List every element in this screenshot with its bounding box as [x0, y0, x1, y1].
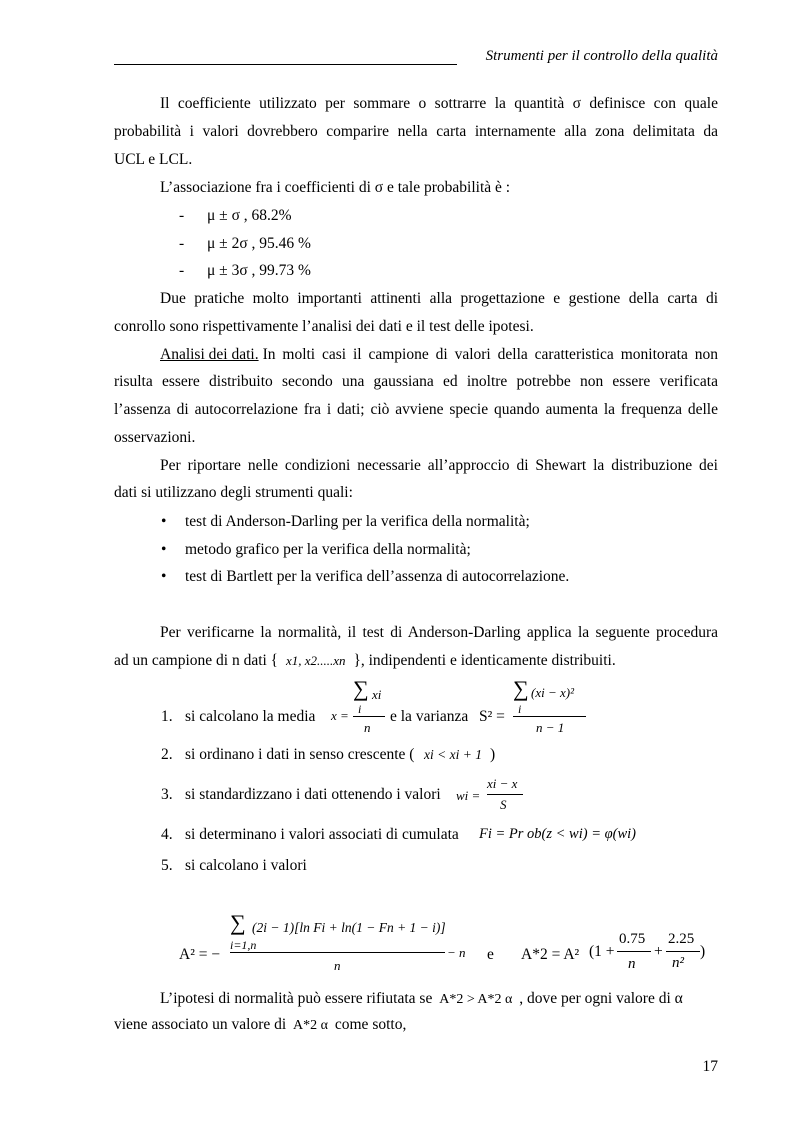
paragraph-text: ad un campione di n dati { [114, 652, 279, 669]
paragraph-line [160, 346, 718, 364]
variance-lhs: S² = [479, 708, 505, 725]
step-number: 2. [161, 746, 173, 763]
paragraph-text: }, indipendenti e identicamente distribuiti. [353, 652, 616, 669]
astar-f2-numerator: 2.25 [668, 931, 695, 947]
step-text: si calcolano la media [185, 708, 316, 725]
paragraph-line: dati si utilizzano degli strumenti quali: [114, 484, 353, 501]
paragraph-line: l’assenza di autocorrelazione fra i dati; ciò avviene specie quando aumenta la frequenza delle [114, 401, 718, 418]
dash-item: μ ± σ , 68.2% [207, 207, 292, 224]
step-text: ) [490, 746, 496, 763]
dash-item: μ ± 2σ , 95.46 % [207, 235, 311, 252]
mean-denominator: n [364, 720, 371, 735]
order-formula: xi < xi + 1 [424, 747, 482, 762]
astar-f2-denominator: n² [672, 955, 684, 971]
header-rule [114, 64, 457, 65]
paragraph-line [160, 990, 683, 1008]
dash-marker: - [179, 235, 185, 252]
sample-formula: x1, x2.....xn [286, 653, 346, 668]
paragraph-text: come sotto, [334, 1016, 407, 1033]
a2-fraction-bar [230, 952, 445, 953]
dash-marker: - [179, 207, 185, 224]
running-header [114, 48, 718, 66]
astar-f1-numerator: 0.75 [619, 931, 646, 947]
a2-numerator: (2i − 1)[ln Fi + ln(1 − Fn + 1 − i)] [252, 920, 446, 935]
step-number: 4. [161, 826, 173, 843]
page-number: 17 [702, 1058, 718, 1075]
astar-f2-bar [666, 951, 700, 952]
paragraph-line: conrollo sono rispettivamente l’analisi dei dati e il test delle ipotesi. [114, 318, 534, 335]
paragraph-line: Per riportare nelle condizioni necessarie all’approccio di Shewart la distribuzione dei [160, 457, 718, 474]
bullet-item: test di Anderson-Darling per la verifica della normalità; [185, 513, 530, 530]
astar-lhs: A*2 = A² [521, 946, 580, 963]
conjunction: e [487, 946, 494, 963]
bullet-item: metodo grafico per la verifica della normalità; [185, 541, 471, 558]
w-denominator: S [500, 797, 507, 812]
dash-marker: - [179, 262, 185, 279]
paragraph-line: osservazioni. [114, 429, 196, 446]
paragraph-line [114, 652, 616, 670]
paragraph-line: risulta essere distribuito secondo una gaussiana ed inoltre potrebbe non essere verificata [114, 373, 718, 390]
paragraph-line: Due pratiche molto importanti attinenti alla progettazione e gestione della carta di [160, 290, 718, 307]
astar-f1-denominator: n [628, 956, 636, 972]
a2-tail: − n [447, 945, 466, 960]
a2-denominator: n [334, 958, 341, 973]
step-number: 3. [161, 786, 173, 803]
inline-formula: A*2 α [293, 1018, 328, 1033]
bullet-marker: • [161, 568, 167, 585]
paragraph-text: , dove per ogni valore di α [519, 990, 683, 1007]
step-text: si standardizzano i dati ottenendo i valori [185, 786, 441, 803]
cumulative-formula: Fi = Pr ob(z < wi) = φ(wi) [479, 826, 636, 842]
bullet-marker: • [161, 513, 167, 530]
paragraph-line: Il coefficiente utilizzato per sommare o sottrarre la quantità σ definisce con quale [160, 95, 718, 112]
step-text: si calcolano i valori [185, 857, 307, 874]
section-heading: Analisi dei dati. [160, 346, 259, 363]
astar-close: ) [700, 943, 706, 960]
paragraph-text: In molti casi il campione di valori della caratteristica monitorata non [262, 346, 718, 363]
paragraph-text: viene associato un valore di [114, 1016, 287, 1033]
variance-fraction-bar [513, 716, 586, 717]
mean-numerator: xi [372, 687, 382, 702]
sum-symbol: ∑ [513, 676, 529, 701]
paragraph-line [114, 1016, 406, 1034]
astar-open: (1 + [589, 943, 615, 960]
mean-lhs: x = [331, 708, 349, 723]
w-fraction-bar [487, 794, 523, 795]
variance-denominator: n − 1 [536, 720, 565, 735]
dash-item: μ ± 3σ , 99.73 % [207, 262, 311, 279]
paragraph-line: probabilità i valori dovrebbero comparire nella carta internamente alla zona delimitata da [114, 123, 718, 140]
mean-fraction-bar [353, 716, 385, 717]
paragraph-line: Per verificarne la normalità, il test di Anderson-Darling applica la seguente procedura [160, 624, 718, 641]
w-lhs: wi = [456, 788, 481, 803]
paragraph-line: L’associazione fra i coefficienti di σ e tale probabilità è : [160, 179, 511, 196]
variance-sum-index: i [518, 702, 522, 716]
variance-numerator: (xi − x)² [531, 685, 574, 700]
mean-sum-index: i [358, 702, 362, 716]
a2-sum-index: i=1,n [230, 938, 257, 952]
bullet-item: test di Bartlett per la verifica dell’assenza di autocorrelazione. [185, 568, 570, 585]
sum-symbol: ∑ [353, 676, 369, 701]
step-text: si determinano i valori associati di cumulata [185, 826, 459, 843]
step-text: si ordinano i dati in senso crescente ( [185, 746, 415, 763]
a2-lhs: A² = − [179, 946, 221, 963]
header-title: Strumenti per il controllo della qualità [485, 48, 718, 64]
astar-plus: + [654, 943, 663, 960]
inline-formula: A*2 > A*2 α [439, 992, 513, 1007]
sum-symbol: ∑ [230, 910, 246, 935]
astar-f1-bar [617, 951, 651, 952]
step-text: e la varianza [390, 708, 469, 725]
w-numerator: xi − x [487, 776, 518, 791]
bullet-marker: • [161, 541, 167, 558]
paragraph-line: UCL e LCL. [114, 151, 193, 168]
step-number: 1. [161, 708, 173, 725]
paragraph-text: L’ipotesi di normalità può essere rifiutata se [160, 990, 433, 1007]
step-number: 5. [161, 857, 173, 874]
